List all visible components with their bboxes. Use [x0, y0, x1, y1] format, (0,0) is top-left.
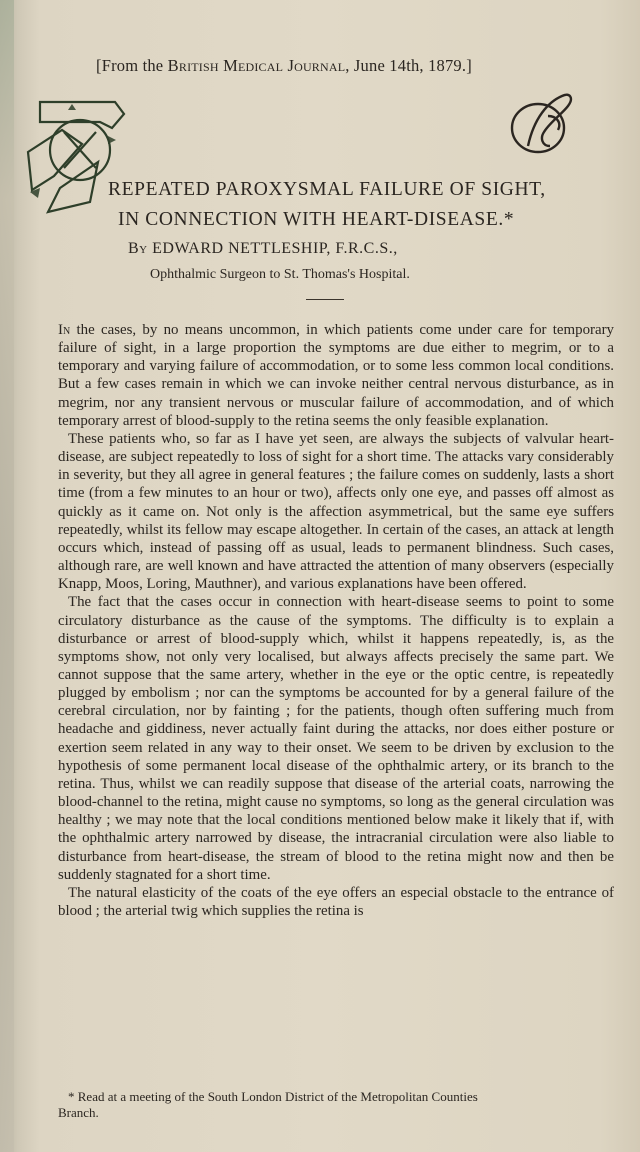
source-citation [96, 56, 576, 76]
article-body [58, 321, 614, 920]
monogram-initials-icon [504, 88, 580, 160]
paragraph-4: The natural elasticity of the coats of the eye offers an especial obstacle to the entrance of blood ; the arterial twig which supplies the retina is [58, 884, 614, 919]
footnote-line1: * Read at a meeting of the South London District of the Metropolitan Counties [68, 1089, 478, 1104]
paragraph-3: The fact that the cases occur in connection with heart-disease seems to point to some circulatory disturbance as the cause of the symptoms. The difficulty is to explain a disturbance or arrest of blood-supply which, whilst it happens repeatedly, is, as the symptoms show, not only very localised, but always affects precisely the same part. We cannot suppose that the same artery, whether in the eye or the optic centre, is repeatedly plugged by embolism ; nor can the symptoms be accounted for by a general failure of the cerebral circulation, nor by fainting ; for the patients, though often suffering much from headache and giddiness, never actually faint during the attacks, nor does either posture or exertion seem related in any way to their onset. We seem to be driven by exclusion to the hypothesis of some permanent local disease of the ophthalmic artery, or its branch to the retina. Thus, whilst we can readily suppose that disease of the arterial coats, narrowing the blood-channel to the retina, might cause no symptoms, so long as the general circulation was healthy ; we may note that the local conditions mentioned below make it likely that if, with the ophthalmic artery narrowed by disease, the intracranial circulation were also liable to disturbance from heart-disease, the stream of blood to the retina might now and then be suddenly stagnated for a short time. [58, 594, 614, 883]
title-divider [306, 299, 344, 300]
paragraph-2: These patients who, so far as I have yet seen, are always the subjects of valvular heart-disease, are subject repeatedly to loss of sight for a short time. The attacks vary considerably in severity, but they all agree in general features ; the failure comes on suddenly, lasts a short time (from a few minutes to an hour or two), affects only one eye, and passes off almost as quickly as it came on. Not only is the affection asymmetrical, but the same eye suffers repeatedly, whilst its fellow may escape altogether. In certain of the cases, an attack at length occurs which, instead of passing off as usual, leads to permanent blindness. Such cases, although rare, are well known and have attracted the attention of many observers (especially Knapp, Moos, Loring, Mauthner), and various explanations have been offered. [58, 430, 614, 593]
article-title [108, 175, 628, 235]
author-name: EDWARD NETTLESHIP, F.R.C.S., [152, 240, 398, 257]
journal-name: British Medical Journal [167, 56, 346, 75]
article-title-line1: REPEATED PAROXYSMAL FAILURE OF SIGHT, [108, 179, 546, 200]
paragraph-1-lead: In [58, 322, 71, 338]
author-byline [128, 240, 608, 258]
article-title-line2: IN CONNECTION WITH HEART-DISEASE.* [118, 209, 515, 230]
footnote [58, 1089, 614, 1121]
paragraph-1 [58, 321, 614, 430]
author-affiliation: Ophthalmic Surgeon to St. Thomas's Hospital. [150, 267, 410, 282]
byline-by: By [128, 240, 148, 257]
footnote-line2: Branch. [58, 1105, 99, 1120]
source-suffix: , June 14th, 1879.] [345, 56, 472, 75]
paragraph-1-text: the cases, by no means uncommon, in which patients come under care for temporary failure of sight, in a large proportion the symptoms are due either to megrim, or to a temporary and varying failure of accommodation, or to some less common local conditions. But a few cases remain in which we can invoke neither central nervous disturbance, as in megrim, nor any transient nervous or muscular failure of accommodation, and of which temporary arrest of blood-supply to the retina seems the only feasible explanation. [58, 322, 614, 429]
source-prefix: [From the [96, 56, 168, 75]
